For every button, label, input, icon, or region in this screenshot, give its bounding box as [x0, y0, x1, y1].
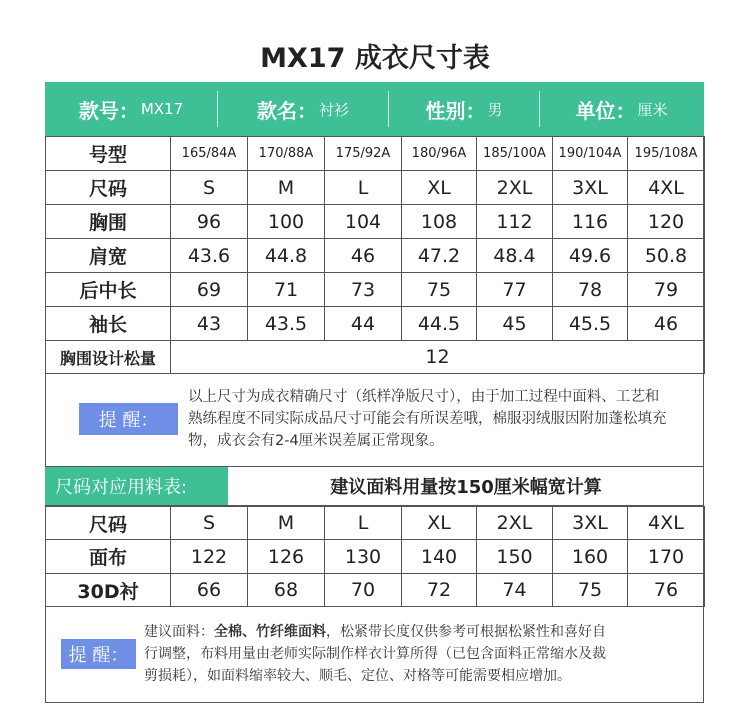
table-cell: 140: [402, 540, 477, 574]
table-cell: 43.5: [248, 307, 325, 341]
row-label: 肩宽: [46, 239, 171, 273]
table-cell: 4XL: [628, 507, 705, 540]
row-label: 尺码: [46, 507, 171, 540]
table-cell: M: [248, 171, 325, 205]
table-row: [46, 273, 705, 307]
table-cell: L: [325, 507, 402, 540]
table-cell: 180/96A: [402, 137, 477, 171]
name-value: 衬衫: [318, 100, 349, 119]
tip-line-suffix: ，松紧带长度仅供参考可根据松紧性和喜好自: [326, 624, 606, 640]
table-cell: 47.2: [402, 239, 477, 273]
table-cell: 160: [553, 540, 628, 574]
table-cell: 50.8: [628, 239, 705, 273]
table-cell: 43: [171, 307, 248, 341]
table-cell: 45: [477, 307, 553, 341]
table-cell: 3XL: [553, 507, 628, 540]
table-cell: 130: [325, 540, 402, 574]
table-cell: 77: [477, 273, 553, 307]
table-cell: 78: [553, 273, 628, 307]
table-cell: 150: [477, 540, 553, 574]
table-cell: 195/108A: [628, 137, 705, 171]
table-cell: S: [171, 171, 248, 205]
table-cell: 49.6: [553, 239, 628, 273]
tip-line: 行调整，布料用量由老师实际制作样衣计算所得（已包含面料正常缩水及裁: [144, 646, 606, 662]
table-cell: 100: [248, 205, 325, 239]
tip-line: [144, 621, 696, 643]
tip-line-prefix: 建议面料：: [144, 624, 214, 640]
table-cell: 72: [402, 574, 477, 607]
table-cell: 46: [628, 307, 705, 341]
table-cell: 79: [628, 273, 705, 307]
style-value: MX17: [140, 100, 184, 118]
tip-box: [45, 606, 704, 702]
table-cell: 46: [325, 239, 402, 273]
style-number: [45, 82, 217, 136]
row-label: 袖长: [46, 307, 171, 341]
fabric-section-note: 建议面料用量按150厘米幅宽计算: [330, 477, 602, 498]
table-row: [46, 307, 705, 341]
table-row: [46, 205, 705, 239]
table-row: [46, 574, 705, 607]
table-cell: 165/84A: [171, 137, 248, 171]
tip-line: 物，成衣会有2-4厘米误差属正常现象。: [188, 433, 444, 449]
table-cell: S: [171, 507, 248, 540]
gender: [389, 82, 539, 136]
tip-badge: 提 醒：: [61, 639, 136, 669]
page-title: MX17 成衣尺寸表: [260, 43, 490, 74]
table-cell: 3XL: [553, 171, 628, 205]
table-cell: 76: [628, 574, 705, 607]
unit-value: 厘米: [637, 100, 668, 119]
table-cell: M: [248, 507, 325, 540]
tip-line: 熟练程度不同实际成品尺寸可能会有所误差哦，棉服羽绒服因附加蓬松填充: [188, 411, 667, 427]
table-cell: 74: [477, 574, 553, 607]
table-cell: 73: [325, 273, 402, 307]
header-bar: [45, 82, 704, 136]
table-cell: 75: [402, 273, 477, 307]
table-row: [46, 239, 705, 273]
table-cell: 112: [477, 205, 553, 239]
tip-text: [188, 386, 694, 452]
fabric-section-bar: [45, 466, 704, 506]
table-cell: 2XL: [477, 507, 553, 540]
tip-line-emphasis: 全棉、竹纤维面料: [214, 624, 326, 640]
table-row: [46, 137, 705, 171]
table-cell: 2XL: [477, 171, 553, 205]
size-table: [45, 136, 705, 374]
table-cell: 170/88A: [248, 137, 325, 171]
gender-value: 男: [487, 100, 503, 119]
table-row: [46, 341, 705, 374]
table-cell: 44.5: [402, 307, 477, 341]
table-cell: 96: [171, 205, 248, 239]
table-cell: 116: [553, 205, 628, 239]
table-cell: 44.8: [248, 239, 325, 273]
table-cell: 170: [628, 540, 705, 574]
table-cell: 75: [553, 574, 628, 607]
fabric-table: [45, 506, 705, 607]
row-label: 胸围: [46, 205, 171, 239]
row-label: 后中长: [46, 273, 171, 307]
style-label: 款号：: [78, 98, 139, 123]
table-cell: L: [325, 171, 402, 205]
table-row: [46, 507, 705, 540]
table-cell: 66: [171, 574, 248, 607]
row-label: 面布: [46, 540, 171, 574]
unit: [540, 82, 703, 136]
table-cell: 185/100A: [477, 137, 553, 171]
row-label: 胸围设计松量: [46, 341, 171, 374]
name-label: 款名：: [256, 98, 317, 123]
table-cell: 45.5: [553, 307, 628, 341]
table-cell: 108: [402, 205, 477, 239]
tip-text: [144, 621, 696, 687]
unit-label: 单位：: [575, 98, 636, 123]
table-cell: XL: [402, 171, 477, 205]
table-cell: 4XL: [628, 171, 705, 205]
table-cell: 70: [325, 574, 402, 607]
fabric-section-label: 尺码对应用料表:: [45, 467, 228, 505]
table-cell: 190/104A: [553, 137, 628, 171]
table-cell: 104: [325, 205, 402, 239]
row-label: 30D衬: [46, 574, 171, 607]
gender-label: 性别：: [425, 98, 486, 123]
table-cell: 48.4: [477, 239, 553, 273]
table-cell: 68: [248, 574, 325, 607]
table-cell: 69: [171, 273, 248, 307]
table-row: [46, 540, 705, 574]
table-cell: 122: [171, 540, 248, 574]
table-cell: 43.6: [171, 239, 248, 273]
row-label: 尺码: [46, 171, 171, 205]
table-cell: 71: [248, 273, 325, 307]
tip-badge: 提 醒：: [79, 403, 178, 435]
table-row: [46, 171, 705, 205]
tip-line: 以上尺寸为成衣精确尺寸（纸样净版尺寸），由于加工过程中面料、工艺和: [188, 389, 660, 405]
row-label: 号型: [46, 137, 171, 171]
table-cell: 126: [248, 540, 325, 574]
table-cell: 175/92A: [325, 137, 402, 171]
table-cell: 44: [325, 307, 402, 341]
style-name: [218, 82, 388, 136]
table-cell: XL: [402, 507, 477, 540]
tip-box: [45, 372, 704, 466]
table-cell: 120: [628, 205, 705, 239]
tip-line: 剪损耗），如面料缩率较大、顺毛、定位、对格等可能需要相应增加。: [144, 668, 571, 684]
ease-value: 12: [171, 341, 705, 374]
